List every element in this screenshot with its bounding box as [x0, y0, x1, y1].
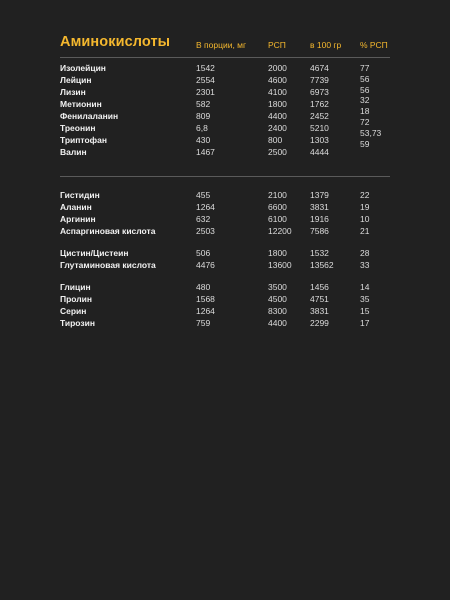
table-row — [60, 226, 390, 248]
per-100g-value: 6973 — [310, 87, 329, 97]
rsp-percent-value: 56 — [360, 73, 370, 84]
amino-acid-name: Глицин — [60, 282, 91, 292]
per-100g-value: 3831 — [310, 306, 329, 316]
serving-value: 2554 — [196, 75, 215, 85]
essential-percent-column — [360, 63, 381, 149]
rsp-value: 800 — [268, 135, 283, 145]
serving-value: 1467 — [196, 147, 215, 157]
rsp-percent-value: 15 — [360, 306, 370, 316]
table-row — [60, 306, 390, 318]
amino-acid-name: Пролин — [60, 294, 93, 304]
table-row — [60, 123, 390, 135]
rsp-value: 1800 — [268, 248, 287, 258]
rsp-percent-value: 18 — [360, 106, 370, 117]
amino-acid-name: Гистидин — [60, 190, 100, 200]
amino-acid-name: Триптофан — [60, 135, 107, 145]
rsp-value: 2500 — [268, 147, 287, 157]
amino-acid-name: Валин — [60, 147, 87, 157]
rsp-percent-value: 77 — [360, 63, 370, 73]
rsp-percent-value: 22 — [360, 190, 370, 200]
rsp-value: 2400 — [268, 123, 287, 133]
serving-value: 506 — [196, 248, 211, 258]
table-row — [60, 202, 390, 214]
rsp-value: 8300 — [268, 306, 287, 316]
per-100g-value: 5210 — [310, 123, 329, 133]
per-100g-value: 2452 — [310, 111, 329, 121]
column-header-rsp-percent: % РСП — [360, 40, 388, 50]
rsp-value: 3500 — [268, 282, 287, 292]
table-row — [60, 294, 390, 306]
amino-acid-name: Серин — [60, 306, 87, 316]
per-100g-value: 4674 — [310, 63, 329, 73]
table-row — [60, 99, 390, 111]
rsp-value: 6100 — [268, 214, 287, 224]
serving-value: 1542 — [196, 63, 215, 73]
amino-acid-name: Глутаминовая кислота — [60, 260, 156, 270]
amino-acid-name: Метионин — [60, 99, 102, 109]
header-divider — [60, 57, 390, 58]
rsp-value: 13600 — [268, 260, 292, 270]
rsp-value: 2000 — [268, 63, 287, 73]
serving-value: 6,8 — [196, 123, 208, 133]
table-row — [60, 248, 390, 260]
per-100g-value: 7739 — [310, 75, 329, 85]
rsp-percent-value: 14 — [360, 282, 370, 292]
serving-value: 1568 — [196, 294, 215, 304]
per-100g-value: 4751 — [310, 294, 329, 304]
amino-acid-name: Тирозин — [60, 318, 95, 328]
rsp-value: 4400 — [268, 111, 287, 121]
rsp-percent-value: 19 — [360, 202, 370, 212]
per-100g-value: 7586 — [310, 226, 329, 236]
serving-value: 1264 — [196, 306, 215, 316]
serving-value: 430 — [196, 135, 211, 145]
serving-value: 480 — [196, 282, 211, 292]
rsp-percent-value: 10 — [360, 214, 370, 224]
per-100g-value: 13562 — [310, 260, 334, 270]
rsp-percent-value: 59 — [360, 138, 370, 149]
per-100g-value: 1303 — [310, 135, 329, 145]
table-row — [60, 147, 390, 159]
column-header-rsp: РСП — [268, 40, 286, 50]
per-100g-value: 1916 — [310, 214, 329, 224]
column-header-per-100g: в 100 гр — [310, 40, 342, 50]
essential-amino-acids-table — [60, 63, 390, 159]
serving-value: 4476 — [196, 260, 215, 270]
table-header — [60, 34, 390, 54]
rsp-value: 4400 — [268, 318, 287, 328]
serving-value: 2301 — [196, 87, 215, 97]
per-100g-value: 1532 — [310, 248, 329, 258]
column-header-serving: В порции, мг — [196, 40, 247, 50]
rsp-percent-value: 53,73 — [360, 127, 382, 138]
serving-value: 582 — [196, 99, 211, 109]
table-row — [60, 214, 390, 226]
rsp-value: 2100 — [268, 190, 287, 200]
rsp-percent-value: 33 — [360, 260, 370, 270]
amino-acid-name: Фенилаланин — [60, 111, 119, 121]
table-row — [60, 63, 390, 75]
serving-value: 809 — [196, 111, 211, 121]
page-title: Аминокислоты — [60, 34, 171, 50]
table-row — [60, 75, 390, 87]
amino-acid-name: Изолейцин — [60, 63, 106, 73]
rsp-value: 1800 — [268, 99, 287, 109]
per-100g-value: 1762 — [310, 99, 329, 109]
amino-acid-name: Треонин — [60, 123, 96, 133]
rsp-percent-value: 28 — [360, 248, 370, 258]
per-100g-value: 2299 — [310, 318, 329, 328]
rsp-value: 4100 — [268, 87, 287, 97]
table-row — [60, 135, 390, 147]
table-row — [60, 111, 390, 123]
serving-value: 1264 — [196, 202, 215, 212]
nonessential-amino-acids-table — [60, 190, 390, 330]
amino-acid-name: Цистин/Цистеин — [60, 248, 129, 258]
per-100g-value: 1456 — [310, 282, 329, 292]
per-100g-value: 3831 — [310, 202, 329, 212]
serving-value: 2503 — [196, 226, 215, 236]
rsp-value: 4600 — [268, 75, 287, 85]
per-100g-value: 1379 — [310, 190, 329, 200]
rsp-percent-value: 35 — [360, 294, 370, 304]
rsp-percent-value: 21 — [360, 226, 370, 236]
amino-acid-name: Аргинин — [60, 214, 96, 224]
rsp-percent-value: 32 — [360, 95, 370, 106]
rsp-value: 4500 — [268, 294, 287, 304]
amino-acid-name: Лизин — [60, 87, 86, 97]
rsp-percent-value: 56 — [360, 84, 370, 95]
table-row — [60, 260, 390, 282]
rsp-value: 12200 — [268, 226, 292, 236]
amino-acid-name: Лейцин — [60, 75, 92, 85]
serving-value: 632 — [196, 214, 211, 224]
rsp-percent-value: 72 — [360, 116, 370, 127]
rsp-percent-value: 17 — [360, 318, 370, 328]
per-100g-value: 4444 — [310, 147, 329, 157]
amino-acid-name: Аспаргиновая кислота — [60, 226, 156, 236]
amino-acid-name: Аланин — [60, 202, 92, 212]
rsp-value: 6600 — [268, 202, 287, 212]
serving-value: 455 — [196, 190, 211, 200]
table-row — [60, 84, 390, 99]
table-row — [60, 190, 390, 202]
table-row — [60, 282, 390, 294]
table-row — [60, 318, 390, 330]
section-divider — [60, 176, 390, 177]
serving-value: 759 — [196, 318, 211, 328]
